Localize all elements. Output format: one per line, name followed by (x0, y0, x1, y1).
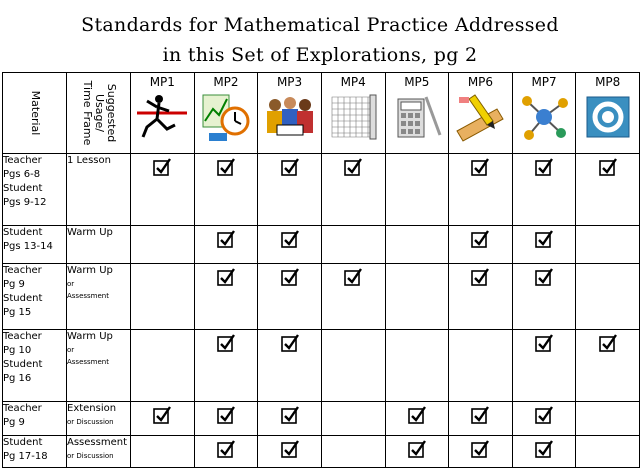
checked-box-icon (281, 406, 299, 424)
material-cell (3, 402, 67, 436)
table-row (3, 154, 640, 226)
usage-cell (67, 154, 131, 226)
mp3-cell (258, 154, 322, 226)
mp2-cell (194, 264, 258, 330)
usage-main: Assessment (67, 437, 127, 448)
usage-header-label (81, 81, 117, 146)
mp6-cell (449, 402, 513, 436)
checked-box-icon (344, 158, 362, 176)
mp7-cell (512, 154, 576, 226)
runner-finish-line-icon (135, 91, 189, 143)
mp3-cell (258, 402, 322, 436)
table-row (3, 436, 640, 468)
material-line: Pgs 9-12 (3, 197, 47, 208)
checked-box-icon (471, 158, 489, 176)
mp5-cell (385, 154, 449, 226)
mp4-cell (321, 402, 385, 436)
mp8-cell (576, 226, 640, 264)
usage-main: Extension (67, 403, 117, 414)
usage-sub: or (67, 280, 75, 288)
checked-box-icon (535, 406, 553, 424)
material-line: Teacher (3, 331, 42, 342)
mp1-label: MP1 (149, 75, 175, 89)
mp8-cell (576, 264, 640, 330)
material-header (3, 73, 67, 154)
mp3-header (258, 73, 322, 154)
mp3-cell (258, 330, 322, 402)
checked-box-icon (217, 158, 235, 176)
usage-header (67, 73, 131, 154)
mp2-cell (194, 402, 258, 436)
clock-graph-icon (199, 91, 253, 143)
mp2-cell (194, 436, 258, 468)
mp7-cell (512, 226, 576, 264)
pencil-ruler-icon (453, 91, 507, 143)
checked-box-icon (408, 406, 426, 424)
material-line: Pg 9 (3, 279, 25, 290)
mp8-cell (576, 402, 640, 436)
checked-box-icon (281, 230, 299, 248)
mp8-cell (576, 154, 640, 226)
material-cell (3, 330, 67, 402)
mp5-cell (385, 264, 449, 330)
checked-box-icon (281, 268, 299, 286)
table-row (3, 330, 640, 402)
mp6-header (449, 73, 513, 154)
calculator-tools-icon (390, 91, 444, 143)
checked-box-icon (281, 334, 299, 352)
mp4-cell (321, 436, 385, 468)
checked-box-icon (217, 334, 235, 352)
table-row (3, 402, 640, 436)
mp3-label: MP3 (276, 75, 303, 89)
material-line: Teacher (3, 155, 42, 166)
checked-box-icon (217, 440, 235, 458)
material-line: Student (3, 359, 43, 370)
checked-box-icon (408, 440, 426, 458)
mp4-cell (321, 330, 385, 402)
mp1-header (131, 73, 195, 154)
mp4-label: MP4 (340, 75, 366, 89)
mp8-cell (576, 436, 640, 468)
mp1-cell (131, 226, 195, 264)
material-cell (3, 226, 67, 264)
checked-box-icon (471, 268, 489, 286)
mp6-cell (449, 264, 513, 330)
mp7-header (512, 73, 576, 154)
mp1-cell (131, 402, 195, 436)
mp7-label: MP7 (531, 75, 557, 89)
usage-header-line3: Time Frame (80, 80, 94, 146)
mp5-cell (385, 402, 449, 436)
material-line: Pg 17-18 (3, 451, 48, 462)
mp8-label: MP8 (595, 75, 621, 89)
mp2-label: MP2 (213, 75, 239, 89)
material-line: Student (3, 227, 43, 238)
usage-header-line2: Usage/ (92, 94, 106, 132)
mp7-cell (512, 264, 576, 330)
mp4-cell (321, 264, 385, 330)
mp1-cell (131, 264, 195, 330)
checked-box-icon (281, 440, 299, 458)
usage-main: Warm Up (67, 331, 113, 342)
mp7-cell (512, 330, 576, 402)
usage-header-line1: Suggested (104, 83, 118, 143)
material-line: Pg 16 (3, 373, 32, 384)
graph-paper-ruler-icon (326, 91, 380, 143)
usage-sub: Assessment (67, 358, 109, 366)
checked-box-icon (217, 406, 235, 424)
mp7-cell (512, 402, 576, 436)
mp4-cell (321, 226, 385, 264)
mp1-cell (131, 154, 195, 226)
usage-sub: or Discussion (67, 452, 114, 460)
checked-box-icon (599, 158, 617, 176)
material-line: Pg 10 (3, 345, 32, 356)
checked-box-icon (217, 230, 235, 248)
mp5-cell (385, 226, 449, 264)
material-line: Student (3, 293, 43, 304)
mp3-cell (258, 226, 322, 264)
checked-box-icon (471, 440, 489, 458)
mp2-header (194, 73, 258, 154)
mp8-cell (576, 330, 640, 402)
usage-cell (67, 436, 131, 468)
students-discussing-icon (263, 91, 317, 143)
mp5-cell (385, 330, 449, 402)
mp2-cell (194, 226, 258, 264)
mp6-cell (449, 330, 513, 402)
practice-table (2, 72, 640, 468)
material-header-label: Material (28, 90, 42, 136)
material-line: Teacher (3, 403, 42, 414)
material-line: Teacher (3, 265, 42, 276)
mp6-cell (449, 154, 513, 226)
checked-box-icon (599, 334, 617, 352)
usage-cell (67, 264, 131, 330)
mp2-cell (194, 330, 258, 402)
usage-sub: or (67, 346, 75, 354)
material-line: Student (3, 183, 43, 194)
checked-box-icon (217, 268, 235, 286)
usage-cell (67, 402, 131, 436)
mp5-label: MP5 (404, 75, 430, 89)
mp6-label: MP6 (467, 75, 494, 89)
checked-box-icon (535, 440, 553, 458)
checked-box-icon (535, 268, 553, 286)
repeat-cycle-icon (581, 91, 635, 143)
usage-cell (67, 226, 131, 264)
mp6-cell (449, 226, 513, 264)
mp6-cell (449, 436, 513, 468)
checked-box-icon (344, 268, 362, 286)
material-line: Student (3, 437, 43, 448)
page-title-line1: Standards for Mathematical Practice Addressed (81, 14, 559, 36)
checked-box-icon (535, 334, 553, 352)
mp2-cell (194, 154, 258, 226)
table-row (3, 264, 640, 330)
mp5-header (385, 73, 449, 154)
mp3-cell (258, 436, 322, 468)
header-row (3, 73, 640, 154)
material-line: Pg 9 (3, 417, 25, 428)
mp8-header (576, 73, 640, 154)
checked-box-icon (471, 406, 489, 424)
mp1-cell (131, 330, 195, 402)
usage-sub: or Discussion (67, 418, 114, 426)
mp3-cell (258, 264, 322, 330)
usage-main: 1 Lesson (67, 155, 111, 166)
checked-box-icon (471, 230, 489, 248)
material-line: Pgs 6-8 (3, 169, 41, 180)
mp4-header (321, 73, 385, 154)
page-title-line2: in this Set of Explorations, pg 2 (162, 44, 478, 66)
checked-box-icon (535, 158, 553, 176)
checked-box-icon (281, 158, 299, 176)
mp5-cell (385, 436, 449, 468)
material-cell (3, 154, 67, 226)
checked-box-icon (153, 158, 171, 176)
checked-box-icon (153, 406, 171, 424)
mp1-cell (131, 436, 195, 468)
mp4-cell (321, 154, 385, 226)
usage-main: Warm Up (67, 265, 113, 276)
mp7-cell (512, 436, 576, 468)
table-row (3, 226, 640, 264)
material-line: Pg 15 (3, 307, 32, 318)
material-cell (3, 264, 67, 330)
checked-box-icon (535, 230, 553, 248)
material-cell (3, 436, 67, 468)
material-line: Pgs 13-14 (3, 241, 53, 252)
molecule-structure-icon (517, 91, 571, 143)
usage-cell (67, 330, 131, 402)
usage-sub: Assessment (67, 292, 109, 300)
usage-main: Warm Up (67, 227, 113, 238)
